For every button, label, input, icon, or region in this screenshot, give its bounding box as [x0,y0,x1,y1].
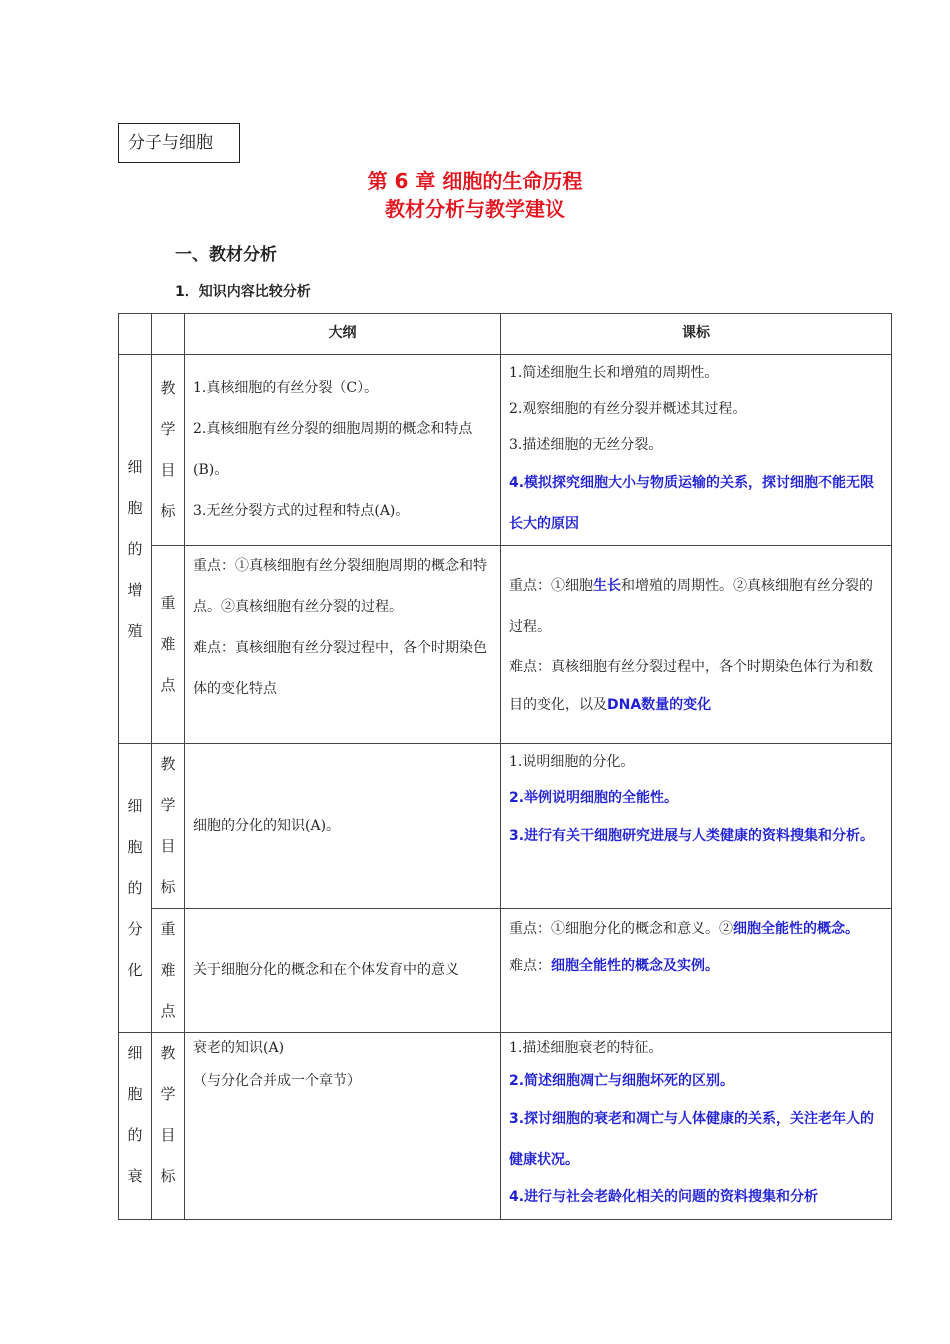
row-label: 重难点 [160,920,176,1020]
row-label: 教学目标 [160,379,176,520]
text-span: 难点：真核细胞有丝分裂过程中，各个时期染色体行为和数目的变化，以及 [509,658,873,713]
text-line: 2.简述细胞凋亡与细胞坏死的区别。 [509,1073,735,1089]
text-line: 关于细胞分化的概念和在个体发育中的意义 [193,962,459,978]
table-row [119,909,892,1033]
row-label-cell [152,546,185,744]
outline-cell [185,355,501,546]
row-label-cell [152,744,185,909]
text-line [509,648,883,724]
text-line: 2.举例说明细胞的全能性。 [509,790,679,806]
topic-cell [119,355,152,744]
text-line: 1.简述细胞生长和增殖的周期性。 [509,365,719,381]
text-span: 生长 [593,577,621,594]
text-line: （与分化合并成一个章节） [193,1073,361,1089]
chapter-title: 第 6 章 细胞的生命历程 [367,169,583,193]
text-line: 难点：真核细胞有丝分裂过程中，各个时期染色体的变化特点 [193,640,487,697]
text-line: 1.说明细胞的分化。 [509,754,635,770]
row-label: 重难点 [160,594,176,694]
outline-cell [185,744,501,909]
topic-cell [119,1033,152,1220]
text-line: 3.探讨细胞的衰老和凋亡与人体健康的关系，关注老年人的健康状况。 [509,1111,875,1168]
row-label-cell [152,355,185,546]
outline-cell [185,1033,501,1220]
subsection-heading: 1．知识内容比较分析 [175,284,311,300]
text-span: DNA数量的变化 [607,696,712,713]
comparison-table [118,313,892,1220]
text-line: 2.观察细胞的有丝分裂并概述其过程。 [509,401,747,417]
subject-label: 分子与细胞 [118,123,240,163]
row-label-cell [152,909,185,1033]
text-line: 1.真核细胞的有丝分裂（C）。 [193,380,379,396]
text-line: 4.模拟探究细胞大小与物质运输的关系，探讨细胞不能无限长大的原因 [509,475,875,532]
text-line: 细胞的分化的知识(A)。 [193,817,341,834]
topic-cell [119,744,152,1033]
header-outline: 大纲 [185,314,501,355]
text-line [509,566,883,648]
topic-label: 细胞的衰 [127,1044,143,1185]
text-span: 难点： [509,958,551,974]
text-span: 重点：①细胞分化的概念和意义。② [509,921,733,937]
topic-label: 细胞的增殖 [127,457,143,640]
table-row [119,744,892,909]
table-row [119,355,892,546]
text-line: 3.描述细胞的无丝分裂。 [509,437,663,453]
chapter-subtitle: 教材分析与教学建议 [385,197,565,221]
table-header-row [119,314,892,355]
table-row [119,546,892,744]
topic-label: 细胞的分化 [127,796,143,979]
header-blank-1 [119,314,152,355]
text-line [509,950,883,982]
text-line: 重点：①真核细胞有丝分裂细胞周期的概念和特点。②真核细胞有丝分裂的过程。 [193,558,487,615]
text-line: 3.进行有关干细胞研究进展与人类健康的资料搜集和分析。 [509,828,875,844]
header-blank-2 [152,314,185,355]
standard-cell [501,909,892,1033]
text-line: 衰老的知识(A) [193,1040,285,1056]
outline-cell [185,909,501,1033]
header-standard: 课标 [501,314,892,355]
row-label: 教学目标 [160,755,176,896]
section-heading: 一、教材分析 [175,245,277,265]
standard-cell [501,546,892,744]
standard-cell [501,1033,892,1220]
outline-cell [185,546,501,744]
text-span: 细胞全能性的概念。 [733,921,859,937]
text-span: 和增殖的周期性。②真核细胞有丝分裂的过程。 [509,577,873,635]
text-line: 1.描述细胞衰老的特征。 [509,1040,663,1056]
text-span: 重点：①细胞 [509,577,593,594]
text-line: 4.进行与社会老龄化相关的问题的资料搜集和分析 [509,1189,819,1205]
text-line: 3.无丝分裂方式的过程和特点(A)。 [193,503,410,519]
text-line: 2.真核细胞有丝分裂的细胞周期的概念和特点(B)。 [193,421,473,478]
text-span: 细胞全能性的概念及实例。 [551,958,719,974]
text-line [509,909,883,950]
table-row [119,1033,892,1220]
row-label: 教学目标 [160,1044,176,1185]
standard-cell [501,744,892,909]
row-label-cell [152,1033,185,1220]
standard-cell [501,355,892,546]
